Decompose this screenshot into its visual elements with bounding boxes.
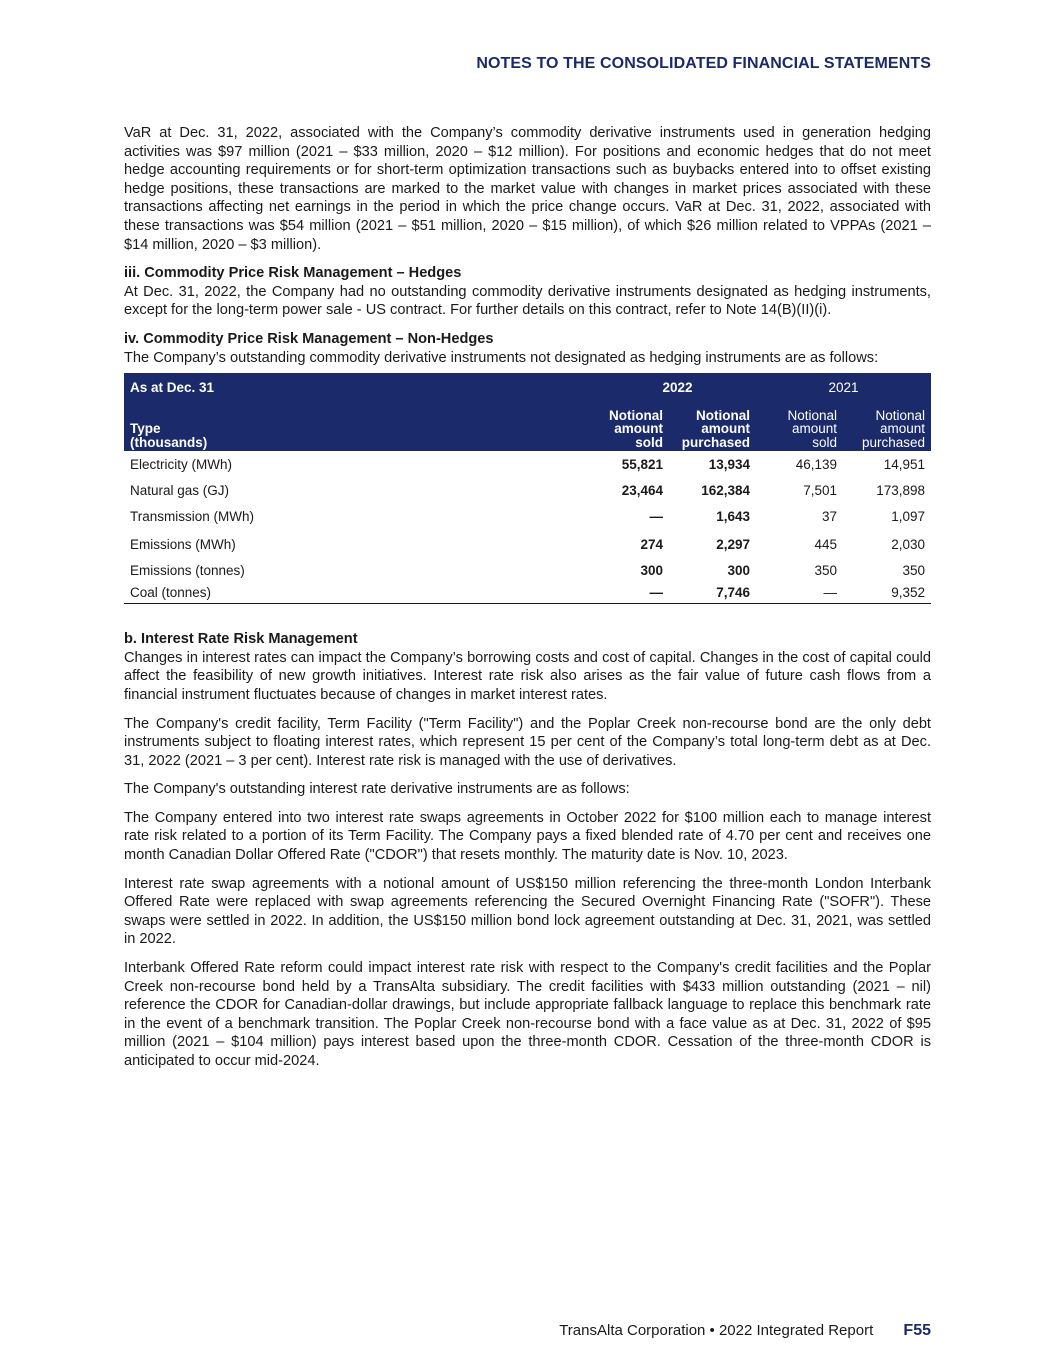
purchased-2022-cell: 300 — [727, 562, 750, 578]
purchased-2022-cell: 7,746 — [669, 583, 756, 604]
header-text: amount — [879, 421, 925, 437]
table-year-row — [124, 373, 931, 403]
header-text: purchased — [681, 434, 750, 450]
row-type: Emissions (MWh) — [130, 536, 236, 552]
year-2022-header: 2022 — [599, 373, 756, 403]
type-header-line1: Type — [130, 421, 161, 437]
sold-2021-cell: 350 — [814, 562, 837, 578]
paragraph-interest-1: Changes in interest rates can impact the Company’s borrowing costs and cost of capital. Changes in the cost of capital could affect the feasibility of new growth initiatives. Interest rate risk also arises as the fair value of future cash flows from a financial instrument fluctuates because of changes in market interest rates. — [124, 649, 931, 703]
as-at-label: As at Dec. 31 — [124, 373, 599, 403]
type-header — [124, 403, 599, 451]
page-header-title: NOTES TO THE CONSOLIDATED FINANCIAL STATEMENTS — [476, 55, 931, 72]
paragraph-non-hedges: The Company’s outstanding commodity derivative instruments not designated as hedging instruments are as follows: — [124, 349, 879, 366]
notional-purchased-2021-header — [843, 403, 931, 451]
table-row — [124, 583, 931, 604]
purchased-2022-cell: 162,384 — [701, 482, 750, 498]
footer-report-title: TransAlta Corporation • 2022 Integrated Report — [559, 1322, 874, 1339]
header-text: Notional — [696, 407, 750, 423]
paragraph-interest-2: The Company's credit facility, Term Facility ("Term Facility") and the Poplar Creek non-recourse bond are the only debt instruments subject to floating interest rates, which represent 15 per cent of the Company’s total long-term debt as at Dec. 31, 2022 (2021 – 3 per cent). Interest rate risk is managed with the use of derivatives. — [124, 715, 931, 769]
type-header-line2: (thousands) — [130, 434, 208, 450]
table-column-row — [124, 403, 931, 451]
page-footer — [559, 1322, 931, 1340]
header-text: Notional — [787, 407, 837, 423]
table-row — [124, 559, 931, 583]
sold-2022-cell: — — [649, 508, 663, 524]
purchased-2022-cell: 13,934 — [708, 456, 750, 472]
commodity-derivatives-table — [124, 373, 931, 604]
header-text: Notional — [875, 407, 925, 423]
header-text: amount — [791, 421, 837, 437]
sold-2022-cell: — — [599, 583, 669, 604]
purchased-2021-cell: 14,951 — [883, 456, 925, 472]
notional-sold-2021-header — [756, 403, 843, 451]
purchased-2021-cell: 350 — [902, 562, 925, 578]
paragraph-var: VaR at Dec. 31, 2022, associated with the Company’s commodity derivative instruments used in generation hedging activities was $97 million (2021 – $33 million, 2020 – $12 million). For positions and economic hedges that do not meet hedge accounting requirements or for short-term optimization transactions such as buybacks entered into to offset existing hedge positions, these transactions are marked to the market value with changes in market prices associated with these transactions affecting net earnings in the period in which the price change occurs. VaR at Dec. 31, 2022, associated with these transactions was $54 million (2021 – $51 million, 2020 – $15 million), of which $26 million related to VPPAs (2021 – $14 million, 2020 – $3 million). — [124, 125, 931, 253]
sold-2022-cell: 23,464 — [621, 482, 663, 498]
sold-2022-cell: 300 — [640, 562, 663, 578]
purchased-2021-cell: 1,097 — [891, 508, 925, 524]
table-row — [124, 451, 931, 479]
header-text: sold — [635, 434, 663, 450]
paragraph-interest-3: The Company's outstanding interest rate derivative instruments are as follows: — [124, 781, 630, 798]
paragraph-interest-6: Interbank Offered Rate reform could impact interest rate risk with respect to the Company's credit facilities and the Poplar Creek non-recourse bond held by a TransAlta subsidiary. The credit facilities with $433 million outstanding (2021 – nil) reference the CDOR for Canadian-dollar drawings, but include appropriate fallback language to replace this benchmark rate in the event of a benchmark transition. The Poplar Creek non-recourse bond with a face value as at Dec. 31, 2022 of $95 million (2021 – $104 million) pays interest based upon the three-month CDOR. Cessation of the three-month CDOR is anticipated to occur mid-2024. — [124, 960, 931, 1069]
table-row — [124, 531, 931, 559]
sold-2022-cell: 274 — [640, 536, 663, 552]
header-text: sold — [812, 434, 837, 450]
header-text: purchased — [861, 434, 925, 450]
purchased-2021-cell: 173,898 — [876, 482, 925, 498]
year-2021-header: 2021 — [756, 373, 931, 403]
row-type: Emissions (tonnes) — [130, 562, 245, 578]
page-number: F55 — [903, 1322, 931, 1339]
row-type: Transmission (MWh) — [130, 508, 255, 524]
purchased-2022-cell: 2,297 — [716, 536, 750, 552]
sold-2022-cell: 55,821 — [621, 456, 663, 472]
paragraph-hedges: At Dec. 31, 2022, the Company had no outstanding commodity derivative instruments designated as hedging instruments, except for the long-term power sale - US contract. For further details on this contract, refer to Note 14(B)(II)(i). — [124, 283, 931, 319]
sold-2021-cell: 445 — [814, 536, 837, 552]
sold-2021-cell: 46,139 — [795, 456, 837, 472]
heading-non-hedges: iv. Commodity Price Risk Management – Non-Hedges — [124, 330, 494, 347]
heading-hedges: iii. Commodity Price Risk Management – Hedges — [124, 265, 462, 282]
purchased-2021-cell: 2,030 — [891, 536, 925, 552]
purchased-2022-cell: 1,643 — [716, 508, 750, 524]
sold-2021-cell: 37 — [821, 508, 837, 524]
sold-2021-cell: 7,501 — [803, 482, 837, 498]
heading-interest-rate: b. Interest Rate Risk Management — [124, 631, 358, 648]
notional-purchased-2022-header — [669, 403, 756, 451]
header-text: Notional — [609, 407, 663, 423]
header-text: amount — [701, 421, 750, 437]
row-type: Natural gas (GJ) — [130, 482, 230, 498]
purchased-2021-cell: 9,352 — [843, 583, 931, 604]
paragraph-interest-5: Interest rate swap agreements with a notional amount of US$150 million referencing the three-month London Interbank Offered Rate were replaced with swap agreements referencing the Secured Overnight Financing Rate ("SOFR"). These swaps were settled in 2022. In addition, the US$150 million bond lock agreement outstanding at Dec. 31, 2021, was settled in 2022. — [124, 875, 931, 948]
row-type: Electricity (MWh) — [130, 456, 232, 472]
notional-sold-2022-header — [599, 403, 669, 451]
header-text: amount — [614, 421, 663, 437]
sold-2021-cell: — — [756, 583, 843, 604]
page-content — [124, 124, 931, 1081]
paragraph-interest-4: The Company entered into two interest rate swaps agreements in October 2022 for $100 million each to manage interest rate risk related to a portion of its Term Facility. The Company pays a fixed blended rate of 4.70 per cent and receives one month Canadian Dollar Offered Rate ("CDOR") that resets monthly. The maturity date is Nov. 10, 2023. — [124, 809, 931, 864]
table-row — [124, 503, 931, 531]
row-type: Coal (tonnes) — [124, 583, 599, 604]
table-row — [124, 479, 931, 503]
